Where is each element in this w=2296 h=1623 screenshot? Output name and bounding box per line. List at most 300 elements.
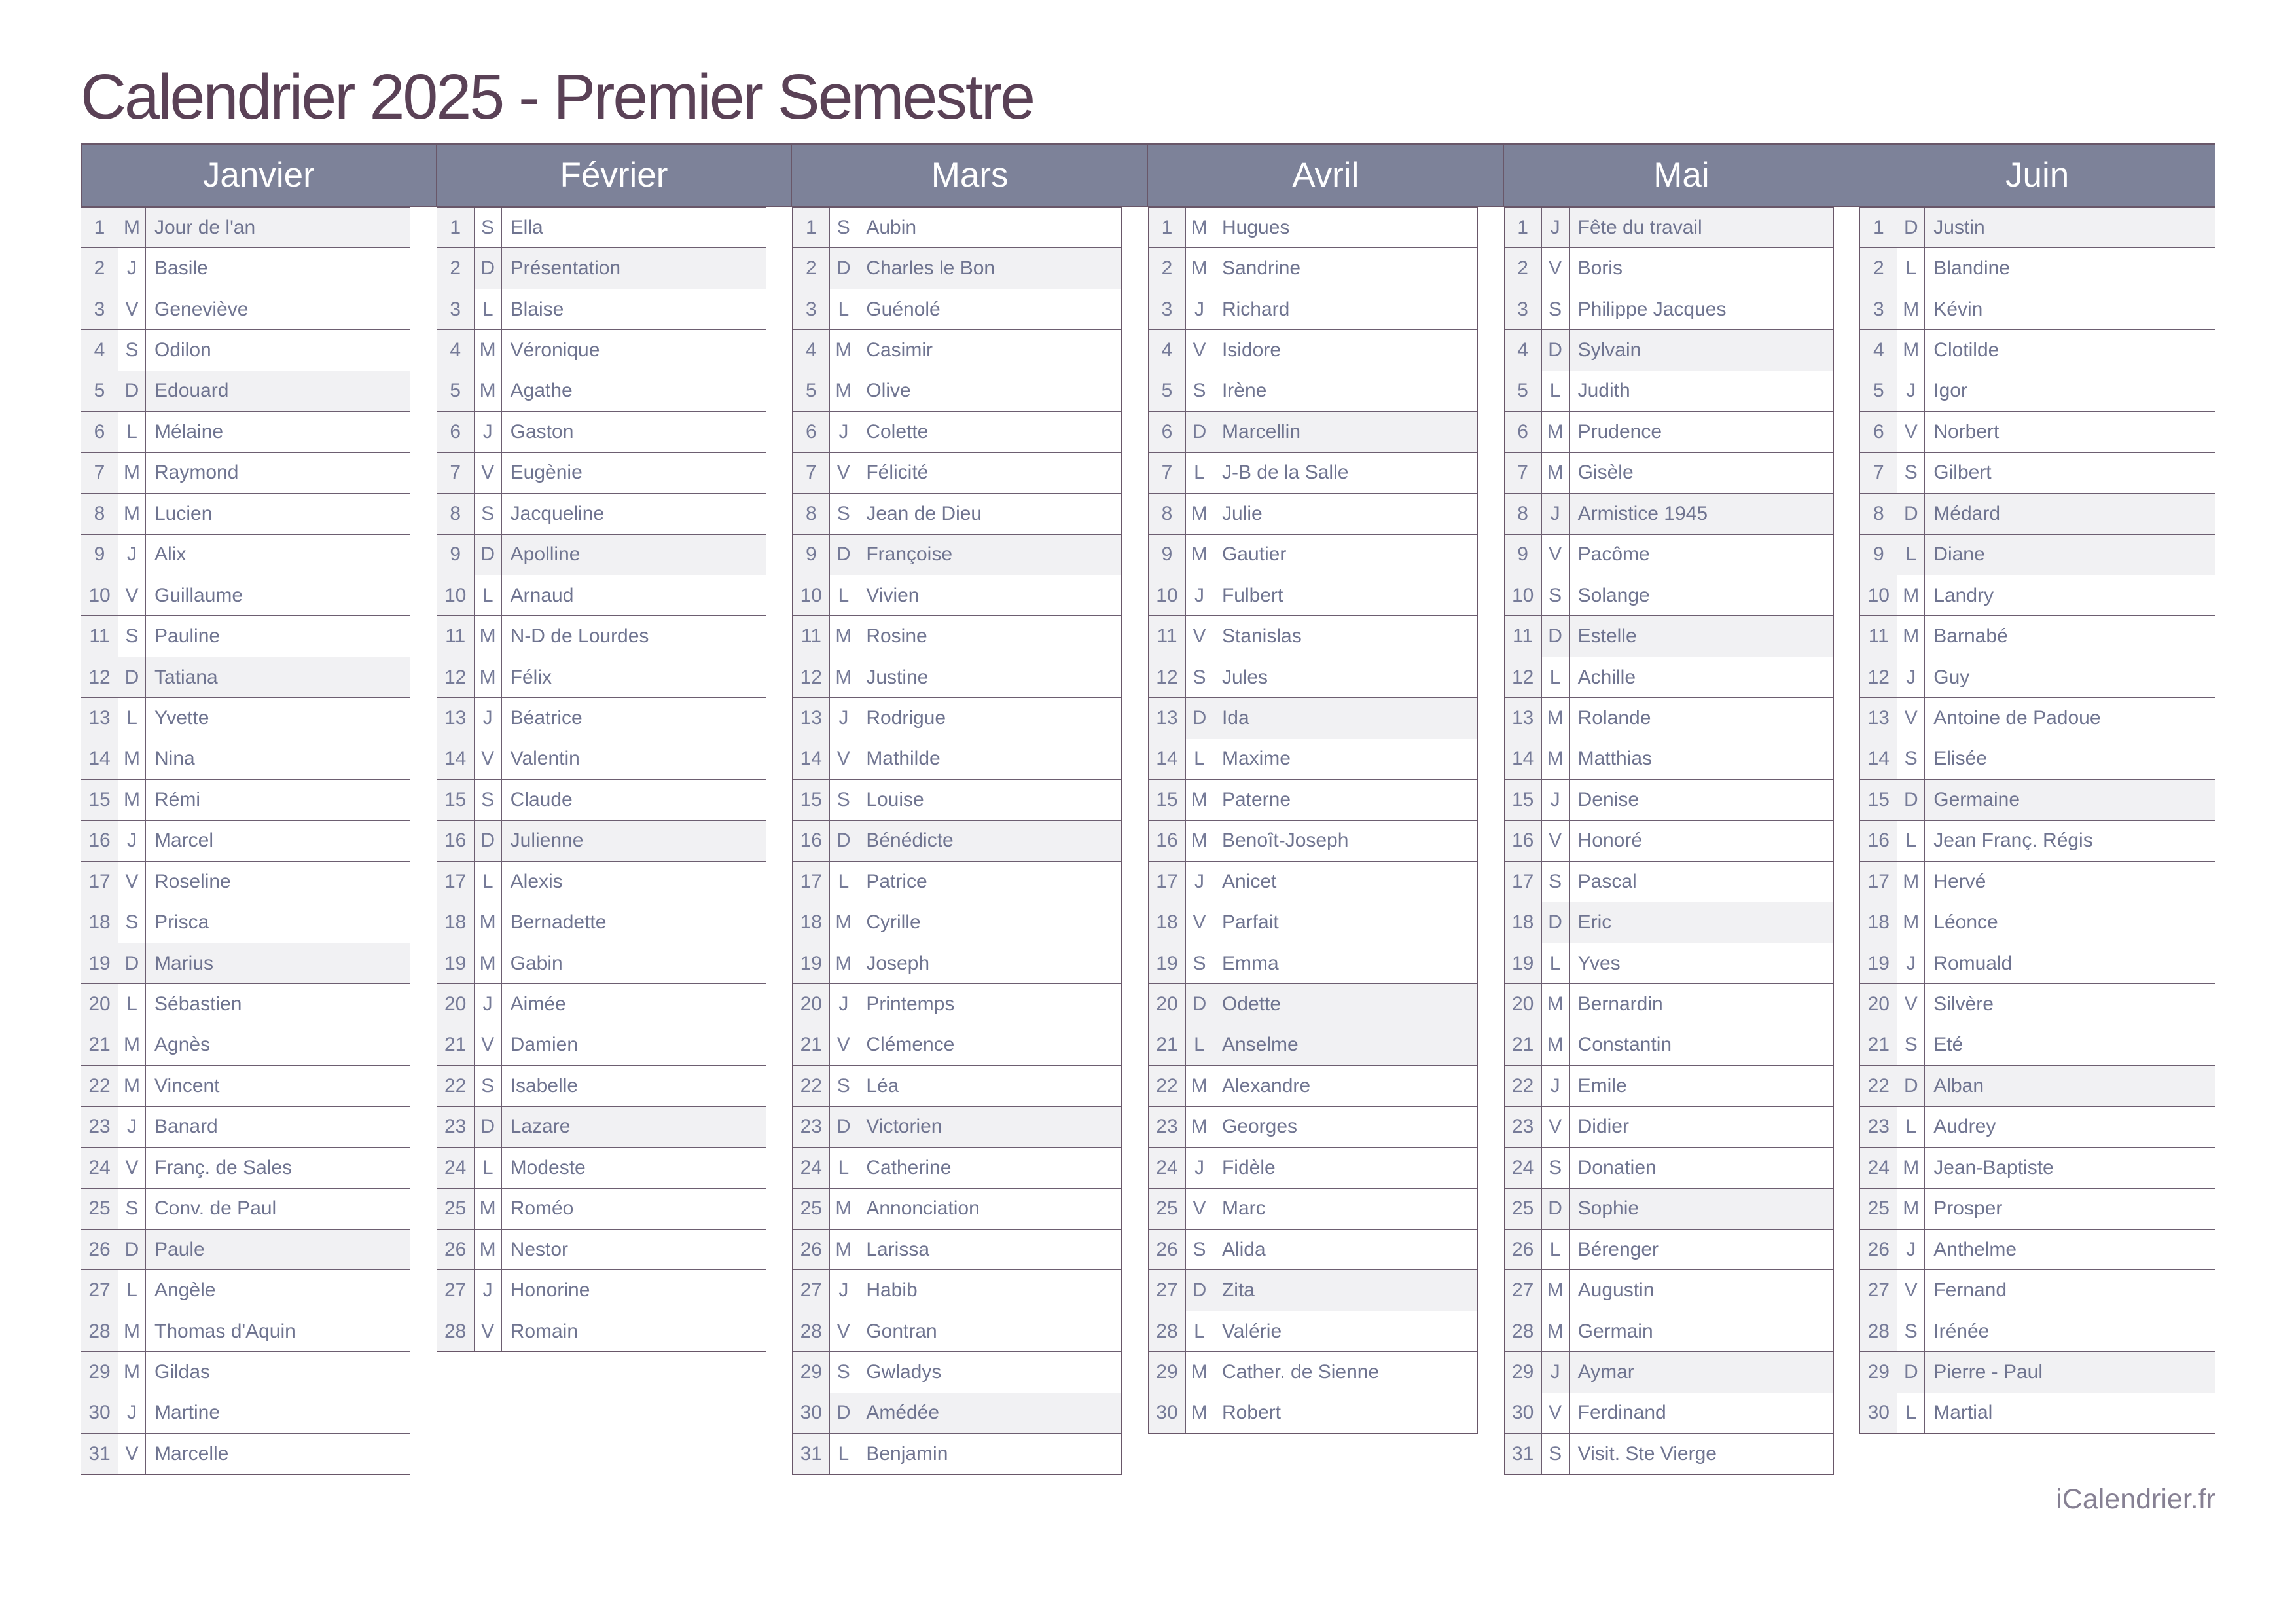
weekday-letter: M bbox=[1897, 862, 1925, 902]
weekday-letter: J bbox=[1542, 494, 1570, 534]
day-number: 19 bbox=[81, 943, 118, 983]
day-number: 20 bbox=[1860, 984, 1897, 1024]
day-name: Prosper bbox=[1933, 1197, 2003, 1220]
day-row bbox=[1505, 697, 1833, 738]
day-row bbox=[1860, 1065, 2215, 1106]
day-name: Annonciation bbox=[866, 1197, 980, 1220]
day-row bbox=[81, 861, 410, 902]
weekday-letter: L bbox=[1186, 1311, 1213, 1351]
day-number: 4 bbox=[1149, 330, 1186, 370]
day-row bbox=[1860, 247, 2215, 288]
weekday-letter: V bbox=[830, 1311, 857, 1351]
day-name: Cyrille bbox=[866, 911, 921, 934]
weekday-letter: M bbox=[830, 657, 857, 697]
day-number: 1 bbox=[1149, 208, 1186, 247]
day-row bbox=[437, 779, 766, 820]
day-number: 4 bbox=[1505, 330, 1542, 370]
day-name: Jean-Baptiste bbox=[1933, 1156, 2054, 1178]
day-number: 25 bbox=[437, 1189, 475, 1229]
day-name: Odilon bbox=[154, 339, 211, 361]
day-row bbox=[1149, 575, 1477, 615]
day-row bbox=[1505, 329, 1833, 370]
day-row bbox=[1860, 1147, 2215, 1188]
day-name: Vivien bbox=[866, 584, 920, 606]
day-row bbox=[437, 943, 766, 983]
day-number: 19 bbox=[1860, 943, 1897, 983]
weekday-letter: V bbox=[1186, 902, 1213, 942]
weekday-letter: J bbox=[830, 698, 857, 738]
day-number: 20 bbox=[81, 984, 118, 1024]
day-number: 18 bbox=[1149, 902, 1186, 942]
day-name: Gildas bbox=[154, 1360, 211, 1383]
day-number: 5 bbox=[81, 371, 118, 411]
weekday-letter: S bbox=[1542, 1148, 1570, 1188]
weekday-letter: V bbox=[475, 1311, 502, 1351]
day-row bbox=[1505, 493, 1833, 534]
day-number: 12 bbox=[1149, 657, 1186, 697]
weekday-letter: J bbox=[118, 248, 146, 288]
day-number: 15 bbox=[793, 780, 830, 820]
weekday-letter: V bbox=[118, 289, 146, 329]
month-table bbox=[437, 207, 766, 1352]
day-row bbox=[1860, 943, 2215, 983]
day-number: 14 bbox=[1860, 739, 1897, 779]
weekday-letter: S bbox=[1897, 453, 1925, 493]
weekday-letter: M bbox=[1186, 1107, 1213, 1147]
weekday-letter: V bbox=[1542, 821, 1570, 861]
weekday-letter: L bbox=[475, 1148, 502, 1188]
day-row bbox=[437, 207, 766, 247]
day-number: 31 bbox=[1505, 1434, 1542, 1474]
day-row bbox=[437, 371, 766, 411]
day-number: 25 bbox=[1505, 1189, 1542, 1229]
day-name: Prudence bbox=[1577, 420, 1662, 443]
day-name: Sandrine bbox=[1221, 257, 1301, 280]
day-row bbox=[793, 902, 1121, 942]
day-name: Clotilde bbox=[1933, 339, 2000, 361]
day-name: Honoré bbox=[1577, 830, 1643, 852]
day-row bbox=[793, 657, 1121, 697]
month-header: Février bbox=[437, 143, 793, 207]
weekday-letter: M bbox=[830, 1230, 857, 1269]
day-row bbox=[1149, 779, 1477, 820]
day-number: 22 bbox=[437, 1066, 475, 1106]
weekday-letter: D bbox=[1897, 1352, 1925, 1392]
weekday-letter: S bbox=[475, 780, 502, 820]
day-number: 31 bbox=[81, 1434, 118, 1474]
day-row bbox=[437, 1229, 766, 1269]
day-row bbox=[793, 779, 1121, 820]
weekday-letter: V bbox=[1542, 535, 1570, 575]
weekday-letter: S bbox=[118, 330, 146, 370]
weekday-letter: S bbox=[1186, 943, 1213, 983]
day-number: 23 bbox=[1505, 1107, 1542, 1147]
weekday-letter: S bbox=[830, 208, 857, 247]
day-number: 7 bbox=[793, 453, 830, 493]
day-name: Rosine bbox=[866, 625, 927, 647]
calendar-table bbox=[81, 143, 2215, 1475]
day-row bbox=[1149, 1351, 1477, 1392]
day-name: Audrey bbox=[1933, 1116, 1996, 1138]
day-number: 19 bbox=[793, 943, 830, 983]
day-row bbox=[81, 739, 410, 779]
weekday-letter: L bbox=[1186, 1025, 1213, 1065]
day-number: 20 bbox=[793, 984, 830, 1024]
day-number: 5 bbox=[1860, 371, 1897, 411]
day-name: Kévin bbox=[1933, 298, 1983, 320]
day-row bbox=[793, 1188, 1121, 1229]
day-name: Romain bbox=[510, 1320, 579, 1342]
day-row bbox=[1860, 289, 2215, 329]
day-name: Habib bbox=[866, 1279, 918, 1302]
day-row bbox=[1149, 1147, 1477, 1188]
day-number: 27 bbox=[437, 1270, 475, 1310]
day-row bbox=[1149, 983, 1477, 1024]
day-row bbox=[793, 247, 1121, 288]
day-name: Achille bbox=[1577, 666, 1636, 688]
day-row bbox=[1149, 289, 1477, 329]
day-name: Félicité bbox=[866, 462, 929, 484]
day-row bbox=[1860, 983, 2215, 1024]
day-number: 17 bbox=[81, 862, 118, 902]
day-name: Germain bbox=[1577, 1320, 1653, 1342]
day-name: Romuald bbox=[1933, 952, 2013, 974]
weekday-letter: D bbox=[830, 1393, 857, 1433]
day-number: 21 bbox=[1505, 1025, 1542, 1065]
day-row bbox=[1505, 1147, 1833, 1188]
day-name: Angèle bbox=[154, 1279, 216, 1302]
day-row bbox=[793, 943, 1121, 983]
weekday-letter: M bbox=[475, 371, 502, 411]
weekday-letter: L bbox=[830, 1148, 857, 1188]
day-number: 24 bbox=[81, 1148, 118, 1188]
day-number: 15 bbox=[81, 780, 118, 820]
day-name: Tatiana bbox=[146, 657, 410, 697]
weekday-letter: J bbox=[1542, 1352, 1570, 1392]
day-row bbox=[437, 289, 766, 329]
weekday-letter: J bbox=[1186, 289, 1213, 329]
day-name: Banard bbox=[154, 1116, 218, 1138]
day-name: Marius bbox=[146, 943, 410, 983]
day-row bbox=[81, 1351, 410, 1392]
day-number: 12 bbox=[437, 657, 475, 697]
month-column-février bbox=[437, 143, 793, 1352]
day-row bbox=[1860, 575, 2215, 615]
weekday-letter: L bbox=[830, 862, 857, 902]
day-name: Gabin bbox=[510, 952, 563, 974]
weekday-letter: M bbox=[118, 1311, 146, 1351]
day-number: 7 bbox=[81, 453, 118, 493]
weekday-letter: L bbox=[118, 984, 146, 1024]
weekday-letter: S bbox=[1186, 1230, 1213, 1269]
day-name: Présentation bbox=[502, 248, 766, 288]
weekday-letter: M bbox=[1897, 289, 1925, 329]
day-row bbox=[81, 247, 410, 288]
day-row bbox=[81, 657, 410, 697]
day-row bbox=[1505, 1311, 1833, 1351]
weekday-letter: M bbox=[1186, 208, 1213, 247]
day-name: Vincent bbox=[154, 1074, 220, 1097]
day-name: Zita bbox=[1213, 1270, 1477, 1310]
day-row bbox=[437, 739, 766, 779]
weekday-letter: S bbox=[830, 494, 857, 534]
day-name: Marcel bbox=[154, 830, 214, 852]
day-name: Igor bbox=[1933, 380, 1967, 402]
weekday-letter: D bbox=[1542, 1189, 1570, 1229]
day-name: Elisée bbox=[1933, 748, 1987, 770]
month-column-mars bbox=[792, 143, 1148, 1475]
day-number: 30 bbox=[793, 1393, 830, 1433]
day-name: Anicet bbox=[1221, 870, 1277, 892]
day-number: 28 bbox=[1149, 1311, 1186, 1351]
day-row bbox=[1149, 329, 1477, 370]
day-name: Colette bbox=[866, 420, 929, 443]
weekday-letter: L bbox=[1897, 535, 1925, 575]
page-title: Calendrier 2025 - Premier Semestre bbox=[81, 61, 1034, 132]
day-number: 16 bbox=[1860, 821, 1897, 861]
day-row bbox=[793, 371, 1121, 411]
day-number: 8 bbox=[1860, 494, 1897, 534]
weekday-letter: S bbox=[118, 1189, 146, 1229]
day-name: Gautier bbox=[1221, 543, 1287, 566]
day-row bbox=[81, 983, 410, 1024]
weekday-letter: J bbox=[475, 984, 502, 1024]
day-number: 24 bbox=[793, 1148, 830, 1188]
day-number: 14 bbox=[81, 739, 118, 779]
day-row bbox=[1149, 697, 1477, 738]
weekday-letter: M bbox=[1186, 1393, 1213, 1433]
day-number: 21 bbox=[793, 1025, 830, 1065]
day-number: 14 bbox=[793, 739, 830, 779]
day-name: Blaise bbox=[510, 298, 564, 320]
weekday-letter: V bbox=[475, 1025, 502, 1065]
day-row bbox=[1505, 983, 1833, 1024]
weekday-letter: D bbox=[1897, 494, 1925, 534]
day-name: Parfait bbox=[1221, 911, 1279, 934]
day-row bbox=[1860, 411, 2215, 452]
day-row bbox=[1149, 861, 1477, 902]
weekday-letter: J bbox=[1897, 1230, 1925, 1269]
weekday-letter: M bbox=[475, 657, 502, 697]
day-row bbox=[437, 902, 766, 942]
day-row bbox=[1505, 779, 1833, 820]
day-name: Raymond bbox=[154, 462, 239, 484]
day-name: Bernardin bbox=[1577, 993, 1663, 1015]
day-name: Victorien bbox=[857, 1107, 1121, 1147]
day-number: 20 bbox=[437, 984, 475, 1024]
day-name: Apolline bbox=[502, 535, 766, 575]
weekday-letter: S bbox=[1897, 739, 1925, 779]
weekday-letter: V bbox=[118, 1434, 146, 1474]
day-number: 5 bbox=[1505, 371, 1542, 411]
day-number: 17 bbox=[1505, 862, 1542, 902]
day-number: 28 bbox=[81, 1311, 118, 1351]
day-number: 30 bbox=[1860, 1393, 1897, 1433]
day-number: 2 bbox=[1860, 248, 1897, 288]
weekday-letter: L bbox=[475, 575, 502, 615]
day-row bbox=[1860, 534, 2215, 575]
day-name: Lazare bbox=[502, 1107, 766, 1147]
weekday-letter: D bbox=[1897, 1066, 1925, 1106]
day-name: Claude bbox=[510, 788, 573, 811]
day-number: 25 bbox=[1149, 1189, 1186, 1229]
day-number: 5 bbox=[793, 371, 830, 411]
day-row bbox=[81, 1025, 410, 1065]
day-row bbox=[1149, 1311, 1477, 1351]
day-number: 17 bbox=[793, 862, 830, 902]
day-row bbox=[1505, 1351, 1833, 1392]
day-name: Isabelle bbox=[510, 1074, 579, 1097]
weekday-letter: S bbox=[475, 494, 502, 534]
day-name: Augustin bbox=[1577, 1279, 1655, 1302]
day-row bbox=[1505, 657, 1833, 697]
day-number: 2 bbox=[1505, 248, 1542, 288]
day-name: Valentin bbox=[510, 748, 580, 770]
day-name: Casimir bbox=[866, 339, 933, 361]
weekday-letter: M bbox=[1186, 780, 1213, 820]
day-row bbox=[793, 575, 1121, 615]
day-name: Mélaine bbox=[154, 420, 224, 443]
day-number: 8 bbox=[1505, 494, 1542, 534]
day-name: Paterne bbox=[1221, 788, 1291, 811]
day-name: Ferdinand bbox=[1577, 1402, 1666, 1424]
weekday-letter: L bbox=[475, 862, 502, 902]
day-name: Gwladys bbox=[866, 1360, 942, 1383]
day-row bbox=[1149, 1188, 1477, 1229]
day-row bbox=[81, 779, 410, 820]
weekday-letter: D bbox=[1542, 616, 1570, 656]
day-row bbox=[81, 207, 410, 247]
weekday-letter: D bbox=[475, 248, 502, 288]
day-name: Roméo bbox=[510, 1197, 574, 1220]
day-number: 14 bbox=[1505, 739, 1542, 779]
day-row bbox=[1149, 1229, 1477, 1269]
day-name: Isidore bbox=[1221, 339, 1282, 361]
day-name: Nestor bbox=[510, 1238, 569, 1260]
weekday-letter: V bbox=[1186, 1189, 1213, 1229]
day-number: 17 bbox=[1860, 862, 1897, 902]
day-number: 16 bbox=[1505, 821, 1542, 861]
weekday-letter: M bbox=[1542, 1270, 1570, 1310]
weekday-letter: M bbox=[830, 902, 857, 942]
day-row bbox=[1149, 1065, 1477, 1106]
weekday-letter: V bbox=[118, 1148, 146, 1188]
day-name: Damien bbox=[510, 1034, 579, 1056]
day-row bbox=[793, 1229, 1121, 1269]
weekday-letter: M bbox=[118, 739, 146, 779]
day-name: Fête du travail bbox=[1570, 208, 1833, 247]
day-row bbox=[1149, 493, 1477, 534]
day-name: Larissa bbox=[866, 1238, 930, 1260]
weekday-letter: M bbox=[1542, 739, 1570, 779]
weekday-letter: M bbox=[830, 616, 857, 656]
day-name: Valérie bbox=[1221, 1320, 1282, 1342]
day-name: Ida bbox=[1213, 698, 1477, 738]
day-number: 25 bbox=[793, 1189, 830, 1229]
day-row bbox=[437, 247, 766, 288]
day-number: 2 bbox=[793, 248, 830, 288]
day-row bbox=[793, 207, 1121, 247]
day-name: N-D de Lourdes bbox=[510, 625, 649, 647]
day-row bbox=[1505, 1188, 1833, 1229]
day-name: Bernadette bbox=[510, 911, 607, 934]
weekday-letter: M bbox=[1186, 494, 1213, 534]
weekday-letter: J bbox=[475, 698, 502, 738]
day-row bbox=[81, 534, 410, 575]
day-row bbox=[81, 615, 410, 656]
day-row bbox=[1860, 902, 2215, 942]
weekday-letter: M bbox=[475, 330, 502, 370]
day-name: Aymar bbox=[1570, 1352, 1833, 1392]
day-number: 17 bbox=[1149, 862, 1186, 902]
day-name: Paule bbox=[146, 1230, 410, 1269]
day-name: Irénée bbox=[1933, 1320, 1990, 1342]
day-row bbox=[81, 902, 410, 942]
day-name: Constantin bbox=[1577, 1034, 1672, 1056]
weekday-letter: M bbox=[1897, 616, 1925, 656]
day-number: 27 bbox=[1149, 1270, 1186, 1310]
day-number: 3 bbox=[1860, 289, 1897, 329]
weekday-letter: L bbox=[1186, 453, 1213, 493]
day-number: 16 bbox=[1149, 821, 1186, 861]
day-name: Gaston bbox=[510, 420, 574, 443]
day-number: 30 bbox=[1149, 1393, 1186, 1433]
day-row bbox=[437, 697, 766, 738]
weekday-letter: L bbox=[118, 1270, 146, 1310]
weekday-letter: V bbox=[830, 739, 857, 779]
weekday-letter: D bbox=[475, 1107, 502, 1147]
day-row bbox=[1149, 820, 1477, 861]
day-number: 31 bbox=[793, 1434, 830, 1474]
day-number: 18 bbox=[81, 902, 118, 942]
day-row bbox=[1149, 534, 1477, 575]
day-row bbox=[1860, 1311, 2215, 1351]
day-name: Médard bbox=[1925, 494, 2215, 534]
day-name: Martial bbox=[1933, 1402, 1993, 1424]
day-name: Hugues bbox=[1221, 216, 1290, 238]
weekday-letter: S bbox=[1542, 289, 1570, 329]
day-row bbox=[1505, 739, 1833, 779]
day-number: 18 bbox=[1860, 902, 1897, 942]
day-number: 2 bbox=[1149, 248, 1186, 288]
day-number: 1 bbox=[793, 208, 830, 247]
day-number: 6 bbox=[1149, 412, 1186, 452]
day-name: Blandine bbox=[1933, 257, 2011, 280]
weekday-letter: M bbox=[1542, 984, 1570, 1024]
weekday-letter: D bbox=[475, 535, 502, 575]
day-name: Donatien bbox=[1577, 1156, 1657, 1178]
weekday-letter: J bbox=[1542, 780, 1570, 820]
day-name: Alban bbox=[1925, 1066, 2215, 1106]
day-number: 1 bbox=[437, 208, 475, 247]
day-row bbox=[81, 1106, 410, 1147]
weekday-letter: D bbox=[830, 535, 857, 575]
month-column-juin bbox=[1859, 143, 2215, 1434]
day-row bbox=[1505, 207, 1833, 247]
day-name: Louise bbox=[866, 788, 924, 811]
weekday-letter: M bbox=[475, 616, 502, 656]
day-row bbox=[1505, 861, 1833, 902]
day-number: 10 bbox=[793, 575, 830, 615]
weekday-letter: D bbox=[118, 1230, 146, 1269]
day-row bbox=[1149, 1393, 1477, 1433]
day-number: 7 bbox=[437, 453, 475, 493]
weekday-letter: S bbox=[1542, 575, 1570, 615]
day-name: Geneviève bbox=[154, 298, 249, 320]
day-number: 3 bbox=[793, 289, 830, 329]
day-row bbox=[793, 411, 1121, 452]
day-number: 28 bbox=[1860, 1311, 1897, 1351]
